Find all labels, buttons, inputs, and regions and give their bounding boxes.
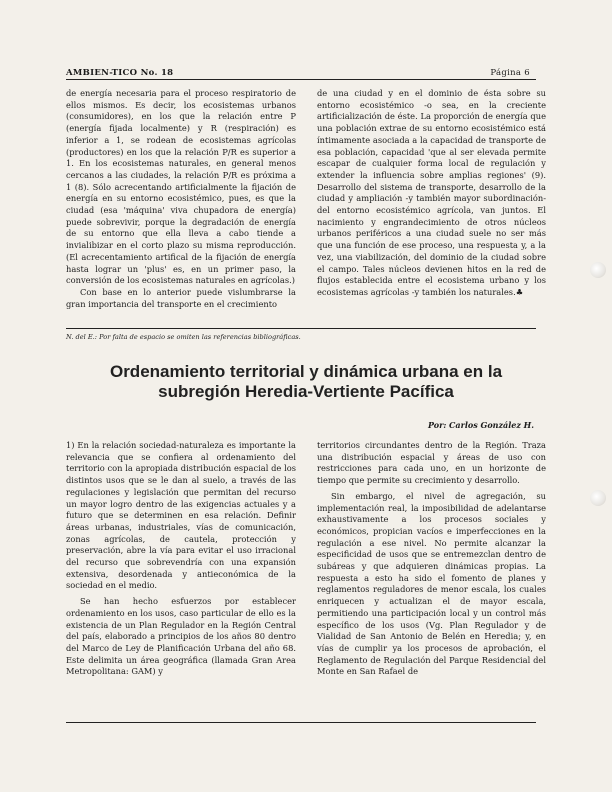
top-right-paragraph: de una ciudad y en el dominio de ésta sobre su entorno ecosistémico -o sea, en la creciente artificialización de éste. La proporción de energía que una población extrae de su entorno ecosistémico está íntimamente asociada a la capacidad de transporte de esa población, capacidad 'que al ser elevada permite escapar de cualquier forma local de regulación y extender la influencia sobre amplias regiones' (9). Desarrollo del sistema de transporte, desarrollo de la ciudad y ampliación -y también mayor subordinación- del entorno ecosistémico agrícola, van juntos. El nacimiento y engrandecimiento de otros núcleos urbanos periféricos a una ciudad suele no ser más que una función de ese proceso, una respuesta y, a la vez, una viabilización, del dominio de la ciudad sobre el campo. Tales núcleos devienen hitos en la red de flujos establecida entre el ecosistema urbano y los ecosistemas agrícolas -y también los naturales.♣ (317, 88, 546, 297)
top-left-paragraph-2: Con base en lo anterior puede vislumbrarse la gran importancia del transporte en el crecimiento (66, 286, 296, 309)
top-right-column (317, 88, 546, 299)
section-rule (66, 328, 536, 329)
article-title-line-1: Ordenamiento territorial y dinámica urbana en la (109, 362, 503, 381)
top-left-column (66, 88, 296, 310)
bottom-right-paragraph-1: territorios circundantes dentro de la Región. Traza una distribución espacial y áreas de uso con restricciones para cada uno, en un horizonte de tiempo que permite su crecimiento y desarrollo. (317, 440, 546, 486)
header-rule (66, 79, 536, 80)
bottom-left-column (66, 440, 296, 678)
bottom-right-column (317, 440, 546, 678)
article-title-line-2: subregión Heredia-Vertiente Pacífica (158, 382, 454, 401)
editor-note: N. del E.: Por falta de espacio se omiten las referencias bibliográficas. (66, 333, 301, 341)
footer-rule (66, 722, 536, 723)
bottom-left-paragraph-2: Se han hecho esfuerzos por establecer ordenamiento en los usos, caso particular de ello es la existencia de un Plan Regulador en la Región Central del país, elaborado a principios de los años 80 dentro del Marco de Ley de Planificación Urbana del año 68. Este delimita un área geográfica (llamada Gran Area Metropolitana: GAM) y (66, 596, 296, 677)
bottom-left-paragraph-1: 1) En la relación sociedad-naturaleza es importante la relevancia que se confiera al ordenamiento del territorio con la apropiada distribución espacial de los distintos usos que se le dan al suelo, a través de las regulaciones y legislación que permitan del recurso un mayor logro dentro de las exigencias actuales y a futuro que se determinen en esa relación. Definir áreas urbanas, industriales, vías de comunicación, zonas agrícolas, de cautela, protección y preservación, abre la vía para evitar el uso irracional del recurso que sobrevendría con una expansión extensiva, desordenada y antieconómica de la sociedad en el medio. (66, 440, 296, 591)
page-number: Página 6 (490, 68, 530, 78)
bottom-right-paragraph-2: Sin embargo, el nivel de agregación, su implementación real, la imposibilidad de adelantarse exhaustivamente a los procesos sociales y económicos, propician vacíos e imperfecciones en la regulación a ese nivel. No permite alcanzar la especificidad de usos que se entremezclan dentro de subáreas y que adquieren dinámicas propias. La respuesta a esto ha sido el fomento de planes y reglamentos reguladores de menor escala, los cuales enriquecen y actualizan el de mayor escala, permitiendo una participación local y un control más específico de los usos (Vg. Plan Regulador y de Vialidad de San Antonio de Belén en Heredia; y, en vías de cumplir ya los procesos de aprobación, el Reglamento de Regulación del Parque Residencial del Monte en San Rafael de (317, 490, 546, 677)
article-byline: Por: Carlos González H. (427, 420, 534, 430)
binder-hole-top (590, 262, 606, 278)
journal-header: AMBIEN-TICO No. 18 (66, 68, 174, 78)
binder-hole-bottom (590, 490, 606, 506)
top-left-paragraph-1: de energía necesaria para el proceso respiratorio de ellos mismos. Es decir, los ecosistemas urbanos (consumidores), en los que la relación entre P (energía fijada localmente) y R (respiración) es inferior a 1, se rodean de ecosistemas agrícolas (productores) en los que la relación P/R es superior a 1. En los ecosistemas naturales, en general menos cercanos a las ciudades, la relación P/R es próxima a 1 (8). Sólo acrecentando artificialmente la fijación de energía en su entorno ecosistémico, pues, es que la ciudad (esa 'máquina' viva chupadora de energía) puede sobrevivir, porque la degradación de energía de su entorno que ella lleva a cabo tiende a invialibizar en el corto plazo su misma reproducción. (El acrecentamiento artifical de la fijación de energía hasta lograr un 'plus' es, en un primer paso, la conversión de los ecosistemas naturales en agrícolas.) (66, 88, 296, 286)
article-title (66, 362, 546, 402)
